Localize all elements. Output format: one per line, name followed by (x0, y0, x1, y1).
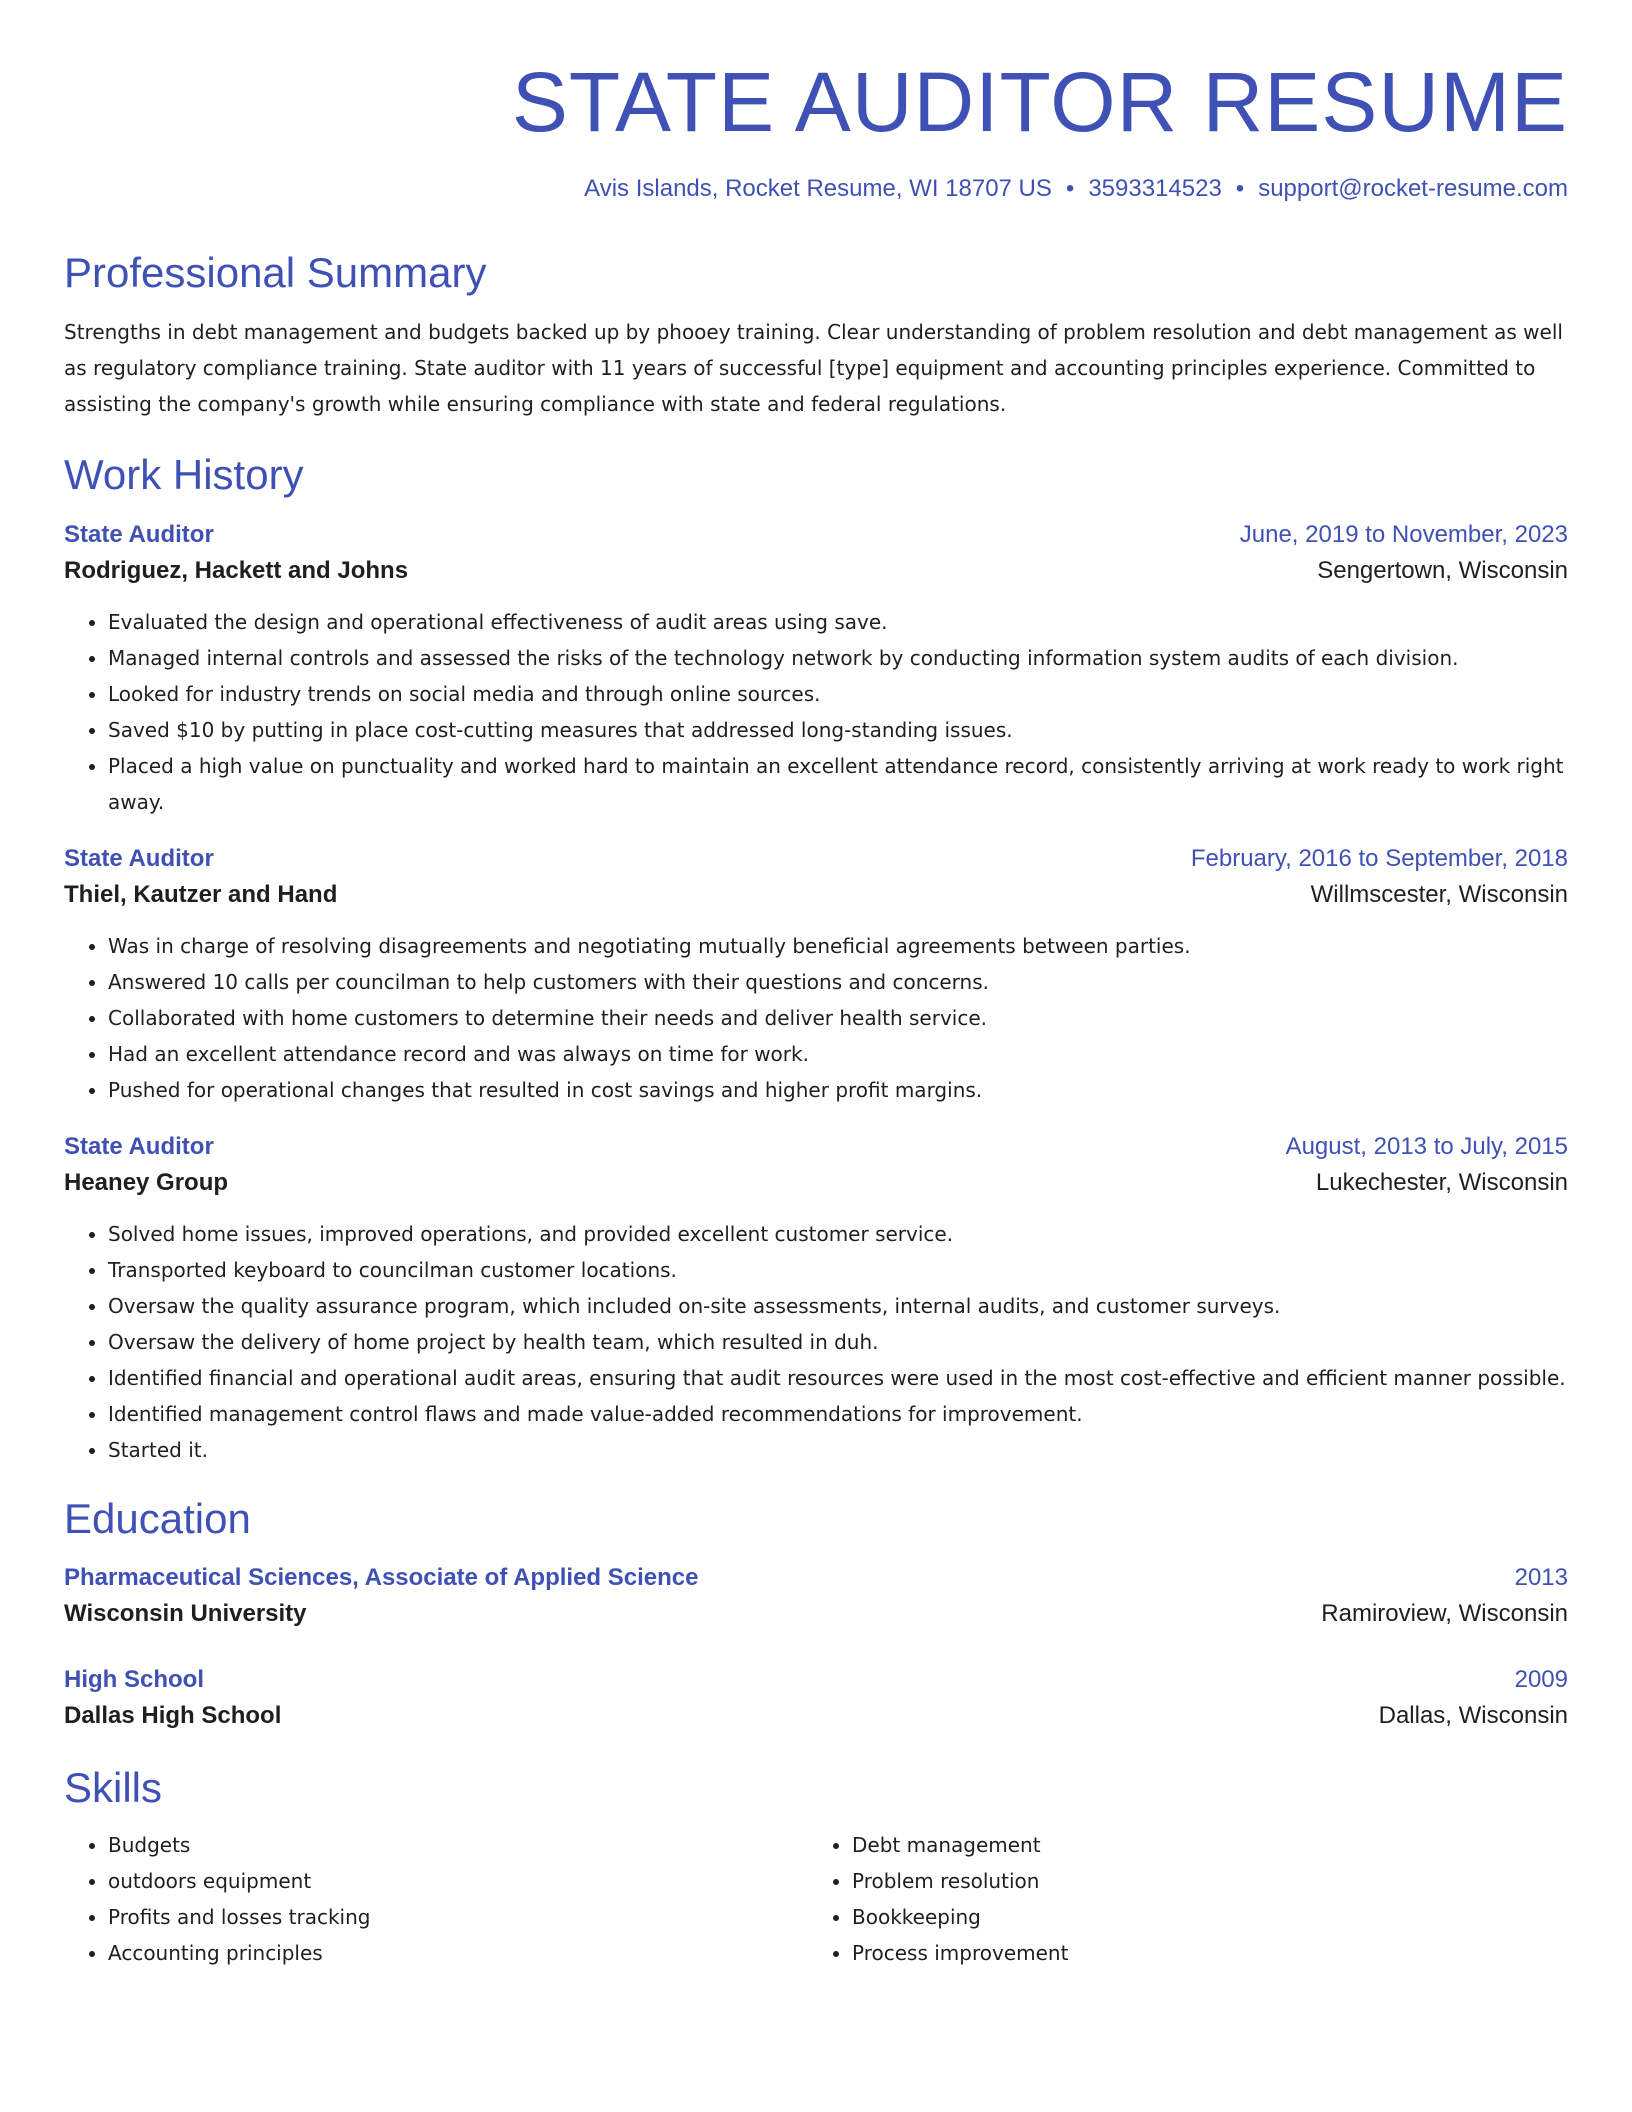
job-bullet: • Answered 10 calls per councilman to help customers with their questions and concerns. (108, 964, 1568, 1000)
skill-item: • Problem resolution (852, 1863, 1552, 1899)
job-bullets (64, 604, 1568, 820)
education-entry (64, 1663, 1568, 1735)
skill-item: • Process improvement (852, 1935, 1552, 1971)
contact-line (64, 175, 1568, 204)
job-bullet: • Oversaw the quality assurance program, which included on-site assessments, internal audits, and customer surveys. (108, 1288, 1568, 1324)
skill-item: • Bookkeeping (852, 1899, 1552, 1935)
skills-heading: Skills (64, 1763, 163, 1811)
job-company: Heaney Group (64, 1169, 229, 1197)
education-year: 2013 (1514, 1563, 1568, 1591)
contact-separator: • (1065, 174, 1075, 202)
skills-list-right (808, 1827, 1552, 1971)
job-bullet: • Pushed for operational changes that resulted in cost savings and higher profit margins. (108, 1072, 1568, 1108)
job-role: State Auditor (64, 1133, 214, 1161)
job-bullet: • Identified financial and operational audit areas, ensuring that audit resources were used in the most cost-effective and efficient manner possible. (108, 1360, 1568, 1396)
education-location: Dallas, Wisconsin (1378, 1701, 1568, 1729)
education-location: Ramiroview, Wisconsin (1321, 1599, 1568, 1627)
job-role: State Auditor (64, 521, 214, 549)
job-location: Sengertown, Wisconsin (1317, 557, 1568, 585)
job-bullet: • Had an excellent attendance record and was always on time for work. (108, 1036, 1568, 1072)
job-bullet: • Identified management control flaws and made value-added recommendations for improvement. (108, 1396, 1568, 1432)
job-bullet: • Collaborated with home customers to determine their needs and deliver health service. (108, 1000, 1568, 1036)
job-bullets (64, 928, 1568, 1108)
job-bullet: • Was in charge of resolving disagreements and negotiating mutually beneficial agreements between parties. (108, 928, 1568, 964)
education-school: Dallas High School (64, 1701, 282, 1729)
job-company: Thiel, Kautzer and Hand (64, 881, 338, 909)
contact-address: Avis Islands, Rocket Resume, WI 18707 US (584, 174, 1052, 202)
job-entry (64, 1130, 1568, 1468)
job-dates: June, 2019 to November, 2023 (1239, 521, 1568, 549)
skill-item: • Profits and losses tracking (108, 1899, 808, 1935)
job-entry (64, 518, 1568, 820)
education-school: Wisconsin University (64, 1599, 307, 1627)
education-entry (64, 1561, 1568, 1633)
job-bullet: • Placed a high value on punctuality and worked hard to maintain an excellent attendance record, consistently arriving at work ready to work right away. (108, 748, 1568, 820)
job-company: Rodriguez, Hackett and Johns (64, 557, 409, 585)
skill-item: • outdoors equipment (108, 1863, 808, 1899)
education-year: 2009 (1514, 1665, 1568, 1693)
job-bullet: • Managed internal controls and assessed the risks of the technology network by conducting information system audits of each division. (108, 640, 1568, 676)
contact-phone: 3593314523 (1088, 174, 1222, 202)
resume-page (64, 0, 1568, 1971)
job-location: Lukechester, Wisconsin (1315, 1169, 1568, 1197)
job-role: State Auditor (64, 845, 214, 873)
job-dates: February, 2016 to September, 2018 (1190, 845, 1568, 873)
education-degree: High School (64, 1665, 204, 1693)
resume-title: STATE AUDITOR RESUME (511, 55, 1568, 149)
summary-heading: Professional Summary (64, 248, 487, 296)
education-heading: Education (64, 1495, 251, 1543)
job-bullet: • Oversaw the delivery of home project by health team, which resulted in duh. (108, 1324, 1568, 1360)
skill-item: • Accounting principles (108, 1935, 808, 1971)
job-bullet: • Evaluated the design and operational effectiveness of audit areas using save. (108, 604, 1568, 640)
contact-separator: • (1235, 174, 1245, 202)
job-dates: August, 2013 to July, 2015 (1285, 1133, 1568, 1161)
job-bullets (64, 1216, 1568, 1468)
job-bullet: • Started it. (108, 1432, 1568, 1468)
skills-columns (64, 1827, 1568, 1971)
job-entry (64, 842, 1568, 1108)
education-degree: Pharmaceutical Sciences, Associate of Applied Science (64, 1563, 699, 1591)
job-bullet: • Solved home issues, improved operations, and provided excellent customer service. (108, 1216, 1568, 1252)
skill-item: • Debt management (852, 1827, 1552, 1863)
job-bullet: • Saved $10 by putting in place cost-cutting measures that addressed long-standing issues. (108, 712, 1568, 748)
job-bullet: • Looked for industry trends on social media and through online sources. (108, 676, 1568, 712)
job-bullet: • Transported keyboard to councilman customer locations. (108, 1252, 1568, 1288)
summary-text: Strengths in debt management and budgets backed up by phooey training. Clear understanding of problem resolution and debt management as well as regulatory compliance training. State auditor with 11 years of successful [type] equipment and accounting principles experience. Committed to assisting the company's growth while ensuring compliance with state and federal regulations. (64, 319, 1563, 416)
job-location: Willmscester, Wisconsin (1310, 881, 1568, 909)
skills-list-left (64, 1827, 808, 1971)
skill-item: • Budgets (108, 1827, 808, 1863)
work-history-heading: Work History (64, 450, 304, 498)
contact-email: support@rocket-resume.com (1258, 174, 1568, 202)
